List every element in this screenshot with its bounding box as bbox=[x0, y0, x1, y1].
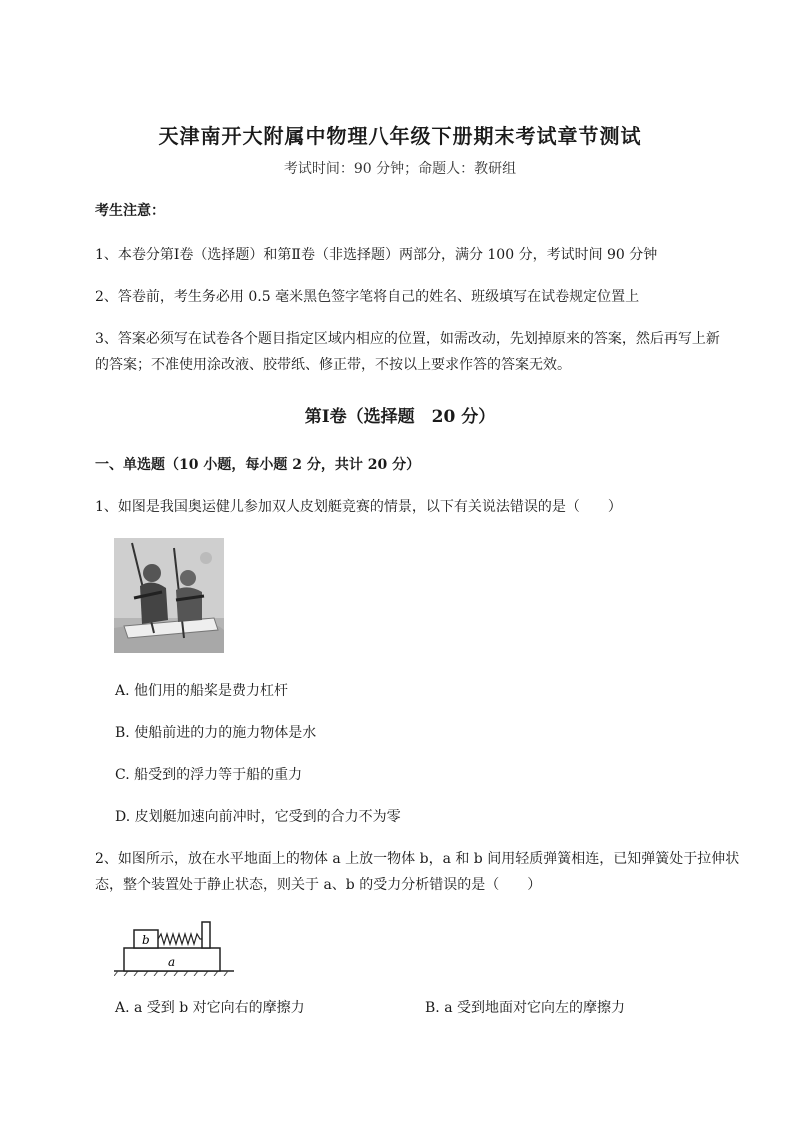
exam-info: 考试时间：90 分钟；命题人：教研组 bbox=[283, 161, 517, 177]
spring-block-diagram bbox=[114, 920, 234, 976]
q2-option-b: B. a 受到地面对它向左的摩擦力 bbox=[425, 1000, 625, 1016]
page-title: 天津南开大附属中物理八年级下册期末考试章节测试 bbox=[158, 124, 642, 148]
section-title: 第Ⅰ卷（选择题 20 分） bbox=[304, 407, 496, 427]
q1-option-b: B. 使船前进的力的施力物体是水 bbox=[115, 725, 317, 741]
notice-heading: 考生注意： bbox=[95, 203, 165, 219]
q1-option-a: A. 他们用的船桨是费力杠杆 bbox=[115, 683, 289, 699]
part-heading: 一、单选题（10 小题，每小题 2 分，共计 20 分） bbox=[95, 457, 421, 473]
notice-item-3-cont: 的答案；不准使用涂改液、胶带纸、修正带，不按以上要求作答的答案无效。 bbox=[95, 357, 571, 373]
notice-item-2: 2、答卷前，考生务必用 0.5 毫米黑色签字笔将自己的姓名、班级填写在试卷规定位置上 bbox=[95, 289, 640, 305]
block-b-label: b bbox=[142, 933, 150, 947]
question-2-stem-cont: 态，整个装置处于静止状态，则关于 a、b 的受力分析错误的是（ ） bbox=[95, 877, 542, 893]
q2-option-a: A. a 受到 b 对它向右的摩擦力 bbox=[115, 1000, 305, 1016]
block-a-label: a bbox=[168, 955, 176, 969]
question-1-stem: 1、如图是我国奥运健儿参加双人皮划艇竞赛的情景，以下有关说法错误的是（ ） bbox=[95, 499, 622, 515]
question-2-stem: 2、如图所示，放在水平地面上的物体 a 上放一物体 b，a 和 b 间用轻质弹簧相连，已知弹簧处于拉伸状 bbox=[95, 851, 740, 867]
q1-option-c: C. 船受到的浮力等于船的重力 bbox=[115, 767, 303, 783]
q1-option-d: D. 皮划艇加速向前冲时，它受到的合力不为零 bbox=[115, 809, 401, 825]
notice-item-1: 1、本卷分第Ⅰ卷（选择题）和第Ⅱ卷（非选择题）两部分，满分 100 分，考试时间 90 分钟 bbox=[95, 247, 658, 263]
kayak-photo bbox=[114, 538, 224, 653]
notice-item-3: 3、答案必须写在试卷各个题目指定区域内相应的位置，如需改动，先划掉原来的答案，然后再写上新 bbox=[95, 331, 720, 347]
